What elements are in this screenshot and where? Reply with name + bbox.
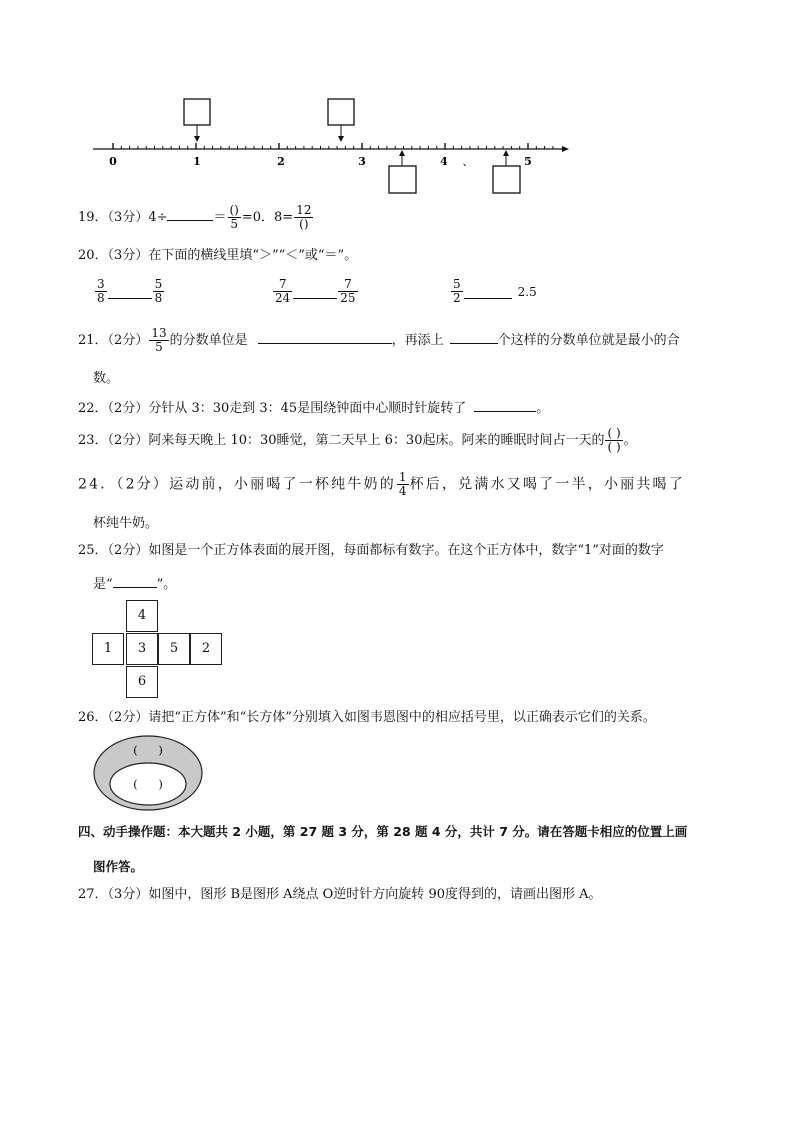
question-20: 20．（3分）在下面的横线里填“＞”“＜”或“＝”。	[78, 248, 358, 263]
net-face-top: 4	[126, 600, 158, 632]
q22-end: 。	[536, 401, 550, 416]
answer-box-bottom-1	[389, 150, 416, 193]
net-face-5: 5	[158, 633, 190, 665]
q24-prefix: 24．（2分）运动前，小丽喝了一杯纯牛奶的	[78, 476, 396, 493]
question-27: 27．（3分）如图中，图形 B是图形 A绕点 O逆时针方向旋转 90度得到的，请画出图形 A。	[78, 887, 602, 902]
q19-blank[interactable]	[167, 206, 213, 221]
q19-eq2: =0．8=	[241, 210, 294, 225]
nl-label-2: 2	[277, 155, 285, 168]
question-24	[78, 471, 685, 498]
q22-blank[interactable]	[474, 397, 536, 412]
q19-frac2-num: 12	[296, 203, 312, 217]
q24-mid: 杯后，兑满水又喝了一半，小丽共喝了	[409, 476, 685, 493]
section-4-heading: 四、动手操作题：本大题共 2 小题，第 27 题 3 分，第 28 题 4 分，共计 7 分。请在答题卡相应的位置上画	[78, 824, 688, 839]
q23-fraction[interactable]: $\frac{( )}{( )}$	[607, 426, 621, 454]
q25-cont	[93, 573, 176, 592]
nl-label-5: 5	[524, 155, 532, 168]
answer-box-bottom-2	[493, 150, 520, 193]
q25-cont-pre: 是“	[93, 577, 113, 592]
q21-prefix: 21．（2分）	[78, 333, 149, 348]
nl-label-1: 1	[193, 155, 201, 168]
q19-fraction-2	[294, 204, 313, 231]
q20-c2-left: $\frac{7}{24}$	[275, 277, 291, 305]
q20-compare-2	[272, 278, 359, 305]
q19-frac1-den: 5	[230, 217, 238, 231]
question-22	[78, 397, 549, 418]
q19-fraction-1	[228, 204, 241, 231]
net-face-3: 3	[126, 633, 158, 665]
q21-blank-1[interactable]	[258, 329, 392, 344]
q20-c3-left: $\frac{5}{2}$	[453, 277, 461, 305]
q20-c1-right: $\frac{5}{8}$	[154, 277, 163, 305]
net-face-1: 1	[92, 633, 124, 665]
question-21	[78, 327, 680, 354]
answer-box-top-2	[328, 99, 354, 142]
q19-eq1: ＝	[213, 210, 227, 225]
q24-fraction: $\frac{1}{4}$	[398, 470, 407, 498]
q20-c1-left: $\frac{3}{8}$	[97, 277, 105, 305]
q20-c2-blank[interactable]	[293, 284, 337, 299]
question-26: 26．（2分）请把“正方体”和“长方体”分别填入如图韦恩图中的相应括号里，以正确表示它们的关系。	[78, 710, 656, 725]
q23-text: 23．（2分）阿来每天晚上 10：30睡觉，第二天早上 6：30起床。阿来的睡眠时间占一天的	[78, 433, 605, 448]
nl-label-3: 3	[358, 155, 366, 168]
q20-c1-blank[interactable]	[108, 284, 152, 299]
answer-box-top-1	[184, 99, 210, 142]
nl-dot: 、	[462, 155, 474, 168]
q25-cont-post: ”。	[156, 577, 177, 592]
q21-fraction: $\frac{13}{5}$	[151, 326, 167, 354]
question-23	[78, 427, 637, 454]
venn-diagram	[92, 734, 204, 812]
net-face-2: 2	[190, 633, 222, 665]
q20-c2-right: $\frac{7}{25}$	[340, 277, 356, 305]
number-line-ticks	[113, 143, 553, 149]
q19-prefix: 19．（3分）4÷	[78, 210, 168, 225]
q22-text: 22．（2分）分针从 3：30走到 3：45是围绕钟面中心顺时针旋转了	[78, 401, 467, 416]
question-25: 25．（2分）如图是一个正方体表面的展开图，每面都标有数字。在这个正方体中，数字“1”对面的数字	[78, 543, 664, 558]
q25-blank[interactable]	[113, 573, 157, 588]
q20-compare-3	[450, 278, 537, 305]
q20-c3-right: 2.5	[517, 284, 537, 299]
net-face-bottom: 6	[126, 666, 158, 698]
section-4-heading-cont: 图作答。	[93, 859, 144, 874]
nl-label-4: 4	[440, 155, 448, 168]
q21-mid2: ，再添上	[391, 333, 444, 348]
q19-frac2-den[interactable]: ()	[299, 217, 309, 231]
q24-cont: 杯纯牛奶。	[93, 516, 159, 531]
q20-compare-1	[94, 278, 165, 305]
venn-inner-label[interactable]: ( )	[133, 778, 163, 791]
number-line-figure	[88, 96, 588, 200]
q21-cont: 数。	[93, 371, 120, 386]
q21-mid: 的分数单位是	[169, 333, 248, 348]
venn-outer-label[interactable]: ( )	[133, 744, 163, 757]
question-19	[78, 204, 314, 231]
q23-end: 。	[623, 433, 637, 448]
q20-c3-blank[interactable]	[464, 284, 512, 299]
axis-arrow-icon	[562, 146, 569, 152]
q21-blank-2[interactable]	[450, 329, 498, 344]
q19-frac1-num[interactable]: ()	[229, 203, 239, 217]
cube-net-figure	[92, 600, 226, 698]
nl-label-0: 0	[109, 155, 117, 168]
q21-end: 个这样的分数单位就是最小的合	[497, 333, 680, 348]
